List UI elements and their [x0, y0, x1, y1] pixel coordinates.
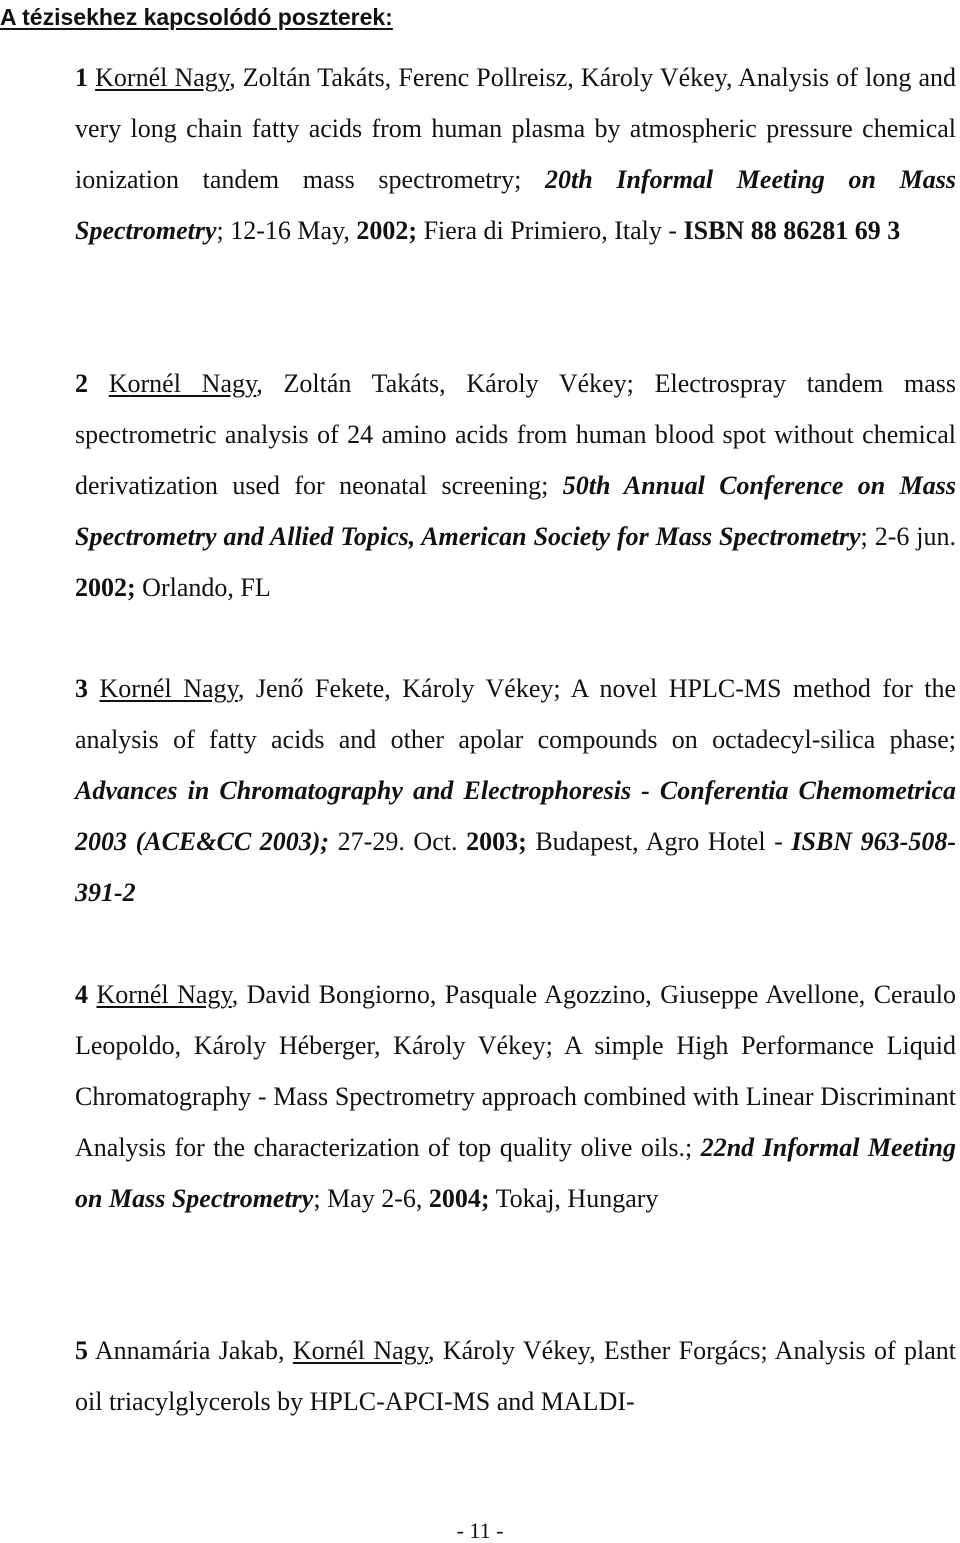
entry-number: 1	[75, 63, 88, 92]
self-author: Kornél Nagy	[95, 63, 230, 92]
poster-entry	[75, 1325, 956, 1427]
venue: 22nd Informal Meeting on Mass Spectrometry	[75, 1133, 956, 1213]
entry-number: 3	[75, 674, 88, 703]
entry-text: , Jenő Fekete, Károly Vékey; A novel HPLC-MS method for the analysis of fatty acids and other apolar compounds on octadecyl-silica phase;	[75, 674, 956, 754]
entry-text: , David Bongiorno, Pasquale Agozzino, Giuseppe Avellone, Ceraulo Leopoldo, Károly Héberger, Károly Vékey; A simple High Performance Liquid Chromatography - Mass Spectrometry approach combined with Linear Discriminant Analysis for the characterization of top quality olive oils.;	[75, 980, 957, 1162]
entry-year: 2002;	[356, 216, 418, 245]
entry-number: 5	[75, 1336, 88, 1365]
self-author: Kornél Nagy	[292, 1336, 428, 1365]
self-author: Kornél Nagy	[108, 369, 257, 398]
entry-isbn: ISBN 88 86281 69 3	[683, 216, 901, 245]
venue: Advances in Chromatography and Electrophoresis - Conferentia Chemometrica 2003 (ACE&CC 2003);	[75, 776, 956, 856]
venue: 20th Informal Meeting on Mass Spectrometry	[75, 165, 957, 245]
section-heading: A tézisekhez kapcsolódó poszterek:	[0, 4, 393, 30]
entry-text: , Károly Vékey, Esther Forgács; Analysis of plant oil triacylglycerols by HPLC-APCI-MS and MALDI-	[75, 1336, 957, 1416]
entry-place: Budapest, Agro Hotel -	[526, 827, 792, 856]
entry-text: , Zoltán Takáts, Károly Vékey; Electrospray tandem mass spectrometric analysis of 24 amino acids from human blood spot without chemical derivatization used for neonatal screening;	[75, 369, 957, 500]
poster-entry	[75, 52, 956, 256]
entry-authors: Annamária Jakab,	[88, 1336, 293, 1365]
venue: 50th Annual Conference on Mass Spectrometry and Allied Topics, American Society for Mass Spectrometry	[75, 471, 956, 551]
entry-place: Tokaj, Hungary	[489, 1184, 659, 1213]
entry-isbn: ISBN 963-508-391-2	[75, 827, 956, 907]
poster-entry	[75, 358, 956, 613]
entry-date: ; 2-6 jun.	[860, 522, 957, 551]
page-number: - 11 -	[456, 1518, 504, 1543]
poster-entry	[75, 663, 956, 918]
poster-entry	[75, 969, 956, 1224]
entry-date: 27-29. Oct.	[329, 827, 467, 856]
entry-place: Orlando, FL	[135, 573, 271, 602]
entry-year: 2004;	[428, 1184, 490, 1213]
entry-date: ; 12-16 May,	[216, 216, 357, 245]
entry-number: 2	[75, 369, 88, 398]
self-author: Kornél Nagy	[96, 980, 232, 1009]
entry-place: Fiera di Primiero, Italy -	[417, 216, 684, 245]
entry-year: 2002;	[75, 573, 136, 602]
entry-date: ; May 2-6,	[313, 1184, 429, 1213]
entry-text: , Zoltán Takáts, Ferenc Pollreisz, Károly Vékey, Analysis of long and very long chain fatty acids from human plasma by atmospheric pressure chemical ionization tandem mass spectrometry;	[75, 63, 956, 194]
entry-year: 2003;	[466, 827, 527, 856]
entry-number: 4	[75, 980, 88, 1009]
self-author: Kornél Nagy	[99, 674, 238, 703]
